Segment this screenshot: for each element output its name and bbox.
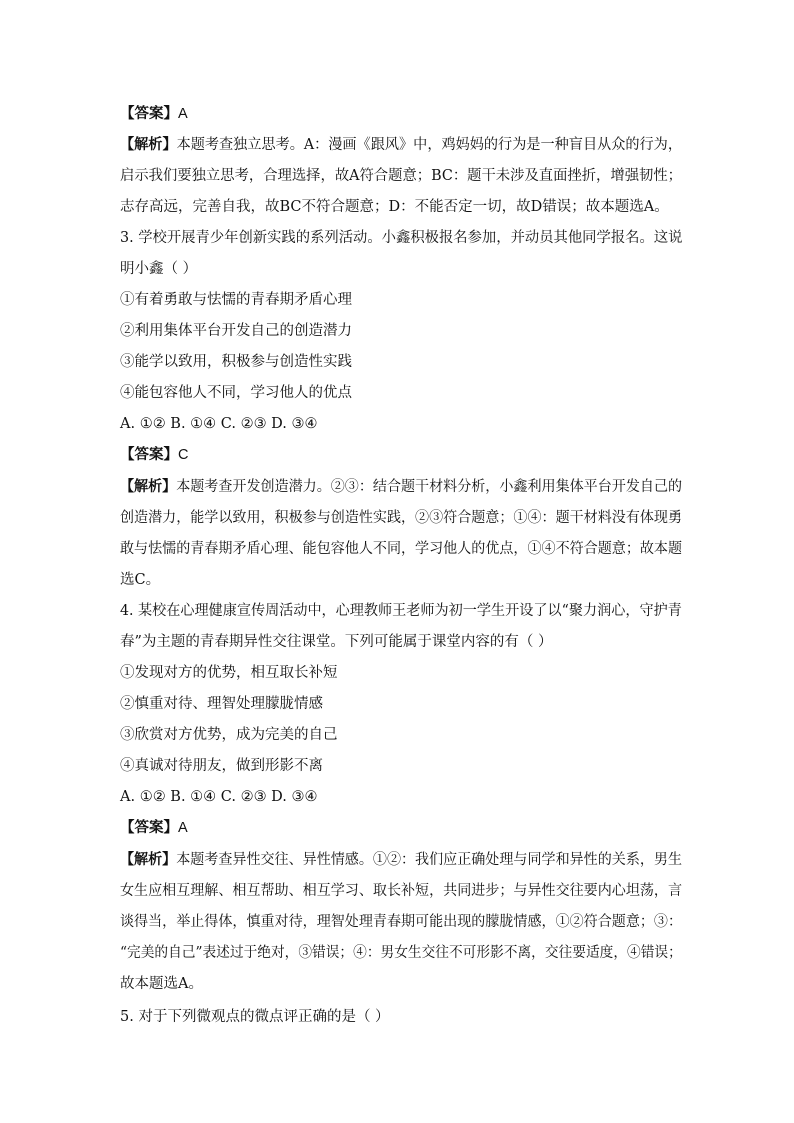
analysis-text: “完美的自己”表述过于绝对，③错误；④：男女生交往不可形影不离，交往要适度，④错误； — [120, 945, 682, 961]
analysis-text: 志存高远，完善自我，故BC不符合题意；D：不能否定一切，故D错误；故本题选A。 — [120, 199, 669, 215]
question-stem: 5. 对于下列微观点的微点评正确的是（ ） — [120, 1009, 390, 1025]
answer-value: A — [178, 820, 188, 836]
analysis-line — [120, 849, 682, 871]
question-choices: A. ①② B. ①④ C. ②③ D. ③④ — [120, 789, 318, 805]
question-option: ③能学以致用，积极参与创造性实践 — [120, 354, 352, 370]
analysis-text: 本题考查异性交往、异性情感。①②：我们应正确处理与同学和异性的关系，男生 — [176, 852, 683, 868]
question-stem: 3. 学校开展青少年创新实践的系列活动。小鑫积极报名参加，并动员其他同学报名。这说 — [120, 230, 683, 246]
analysis-text: 选C。 — [120, 572, 161, 588]
analysis-text: 本题考查开发创造潜力。②③：结合题干材料分析，小鑫利用集体平台开发自己的 — [176, 479, 683, 495]
analysis-label: 【解析】 — [120, 478, 177, 495]
question-stem: 明小鑫（ ） — [120, 261, 198, 277]
answer-label: 【答案】 — [120, 446, 178, 463]
analysis-label: 【解析】 — [120, 136, 177, 153]
answer-line — [120, 103, 188, 125]
question-option: ③欣赏对方优势，成为完美的自己 — [120, 727, 338, 743]
analysis-text: 敢与怯懦的青春期矛盾心理、能包容他人不同，学习他人的优点，①④不符合题意；故本题 — [120, 541, 683, 557]
question-stem: 春”为主题的青春期异性交往课堂。下列可能属于课堂内容的有（ ） — [120, 634, 553, 650]
analysis-text: 创造潜力，能学以致用，积极参与创造性实践，②③符合题意；①④：题干材料没有体现勇 — [120, 510, 683, 526]
analysis-text: 女生应相互理解、相互帮助、相互学习、取长补短，共同进步；与异性交往要内心坦荡，言 — [120, 883, 683, 899]
analysis-text: 本题考查独立思考。A：漫画《跟风》中，鸡妈妈的行为是一种盲目从众的行为， — [176, 137, 682, 153]
question-option: ④真诚对待朋友，做到形影不离 — [120, 758, 323, 774]
answer-label: 【答案】 — [120, 819, 178, 836]
answer-value: A — [178, 106, 188, 122]
answer-value: C — [178, 447, 189, 463]
analysis-text: 谈得当，举止得体，慎重对待，理智处理青春期可能出现的朦胧情感，①②符合题意；③： — [120, 914, 683, 930]
answer-label: 【答案】 — [120, 105, 178, 122]
answer-line — [120, 444, 188, 466]
question-choices: A. ①② B. ①④ C. ②③ D. ③④ — [120, 416, 318, 432]
analysis-label: 【解析】 — [120, 851, 177, 868]
question-stem: 4. 某校在心理健康宣传周活动中，心理教师王老师为初一学生开设了以“聚力润心，守护青 — [120, 603, 682, 619]
question-option: ②利用集体平台开发自己的创造潜力 — [120, 323, 352, 339]
analysis-text: 启示我们要独立思考，合理选择，故A符合题意；BC：题干未涉及直面挫折，增强韧性； — [120, 168, 683, 184]
question-option: ①发现对方的优势，相互取长补短 — [120, 665, 338, 681]
question-option: ②慎重对待、理智处理朦胧情感 — [120, 696, 323, 712]
analysis-line — [120, 134, 682, 156]
analysis-line — [120, 476, 682, 498]
answer-line — [120, 817, 188, 839]
analysis-text: 故本题选A。 — [120, 976, 203, 992]
question-option: ④能包容他人不同，学习他人的优点 — [120, 385, 352, 401]
question-option: ①有着勇敢与怯懦的青春期矛盾心理 — [120, 292, 352, 308]
